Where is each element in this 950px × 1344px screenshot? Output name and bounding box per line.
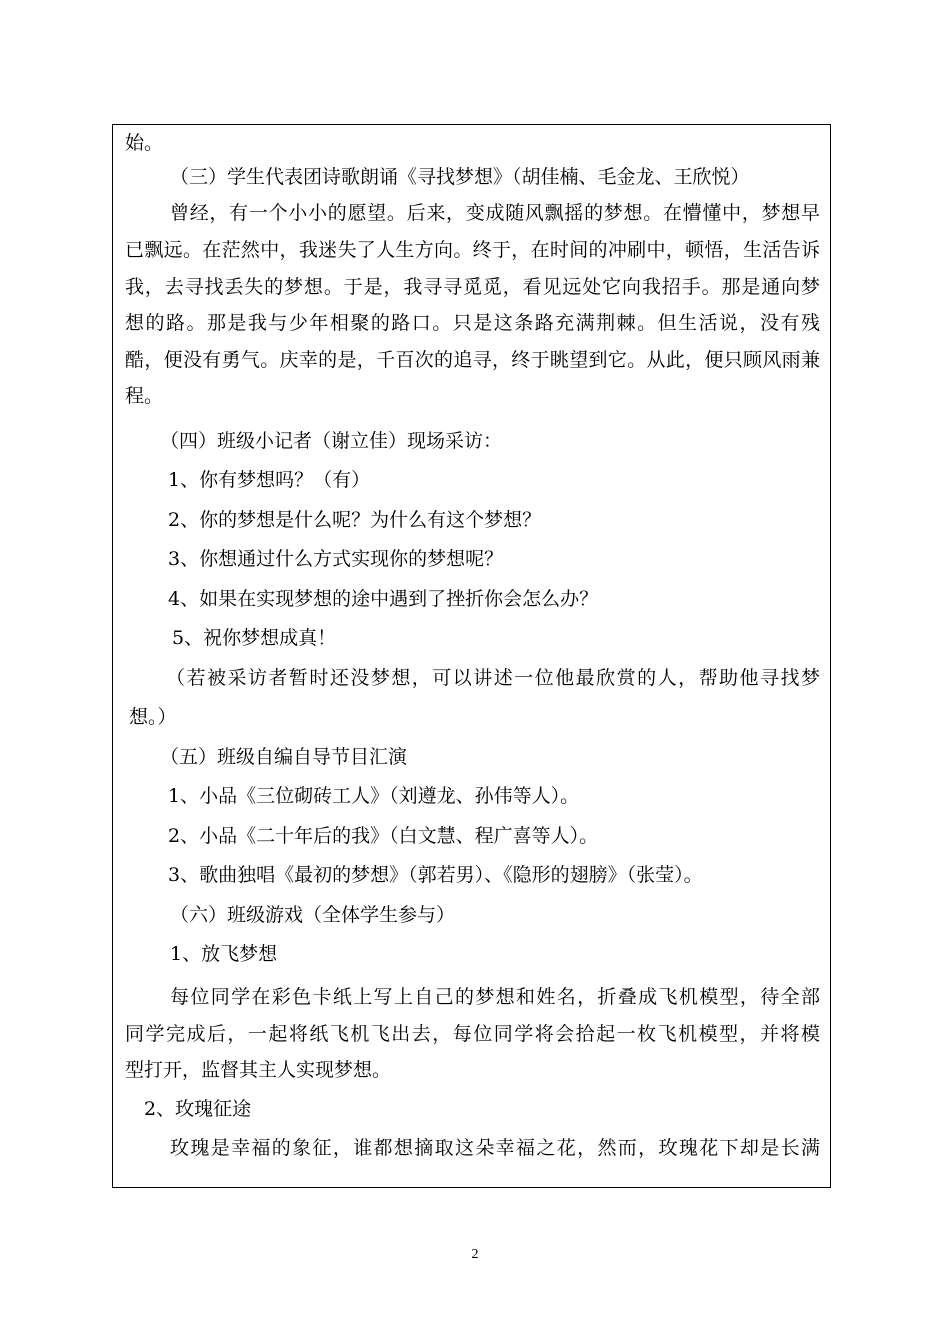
text-line: 型打开，监督其主人实现梦想。 [125,1059,392,1081]
list-item: 4、如果在实现梦想的途中遇到了挫折你会怎么办？ [168,588,599,610]
text-line: 想。） [129,706,177,728]
section-heading: （六）班级游戏（全体学生参与） [170,904,456,926]
text-line: 已飘远。在茫然中，我迷失了人生方向。终于，在时间的冲刷中，顿悟，生活告诉 [125,239,820,261]
list-item: 2、你的梦想是什么呢？为什么有这个梦想？ [168,509,542,531]
text-line: 同学完成后，一起将纸飞机飞出去，每位同学将会拾起一枚飞机模型，并将模 [125,1023,820,1045]
list-item: 3、你想通过什么方式实现你的梦想呢？ [168,548,504,570]
text-line: 玫瑰是幸福的象征，谁都想摘取这朵幸福之花，然而，玫瑰花下却是长满 [170,1137,820,1159]
list-item: 2、小品《二十年后的我》（白文慧、程广喜等人）。 [168,825,599,847]
section-heading: （四）班级小记者（谢立佳）现场采访： [160,430,503,452]
list-item: 1、你有梦想吗？（有） [168,469,371,491]
text-line: 曾经，有一个小小的愿望。后来，变成随风飘摇的梦想。在懵懂中，梦想早 [170,202,820,224]
text-line: 酷，便没有勇气。庆幸的是，千百次的追寻，终于眺望到它。从此，便只顾风雨兼 [125,349,820,371]
text-line: 想的路。那是我与少年相聚的路口。只是这条路充满荆棘。但生活说，没有残 [125,312,820,334]
list-item: 1、小品《三位砌砖工人》（刘遵龙、孙伟等人）。 [168,785,580,807]
list-item: 5、祝你梦想成真！ [172,627,337,649]
text-line: 我，去寻找丢失的梦想。于是，我寻寻觅觅，看见远处它向我招手。那是通向梦 [125,276,820,298]
text-line: （若被采访者暂时还没梦想，可以讲述一位他最欣赏的人，帮助他寻找梦 [166,667,820,689]
section-heading: （五）班级自编自导节目汇演 [160,746,408,768]
text-line: 程。 [125,385,164,407]
list-item: 1、放飞梦想 [170,943,278,965]
text-line: 始。 [125,132,164,154]
content-table-frame [112,124,831,1188]
page-number: 2 [471,1247,479,1262]
section-heading: （三）学生代表团诗歌朗诵《寻找梦想》（胡佳楠、毛金龙、王欣悦） [170,166,750,188]
list-item: 3、歌曲独唱《最初的梦想》（郭若男）、《隐形的翅膀》（张莹）。 [168,864,703,886]
text-line: 每位同学在彩色卡纸上写上自己的梦想和姓名，折叠成飞机模型，待全部 [170,986,820,1008]
list-item: 2、玫瑰征途 [144,1098,252,1120]
